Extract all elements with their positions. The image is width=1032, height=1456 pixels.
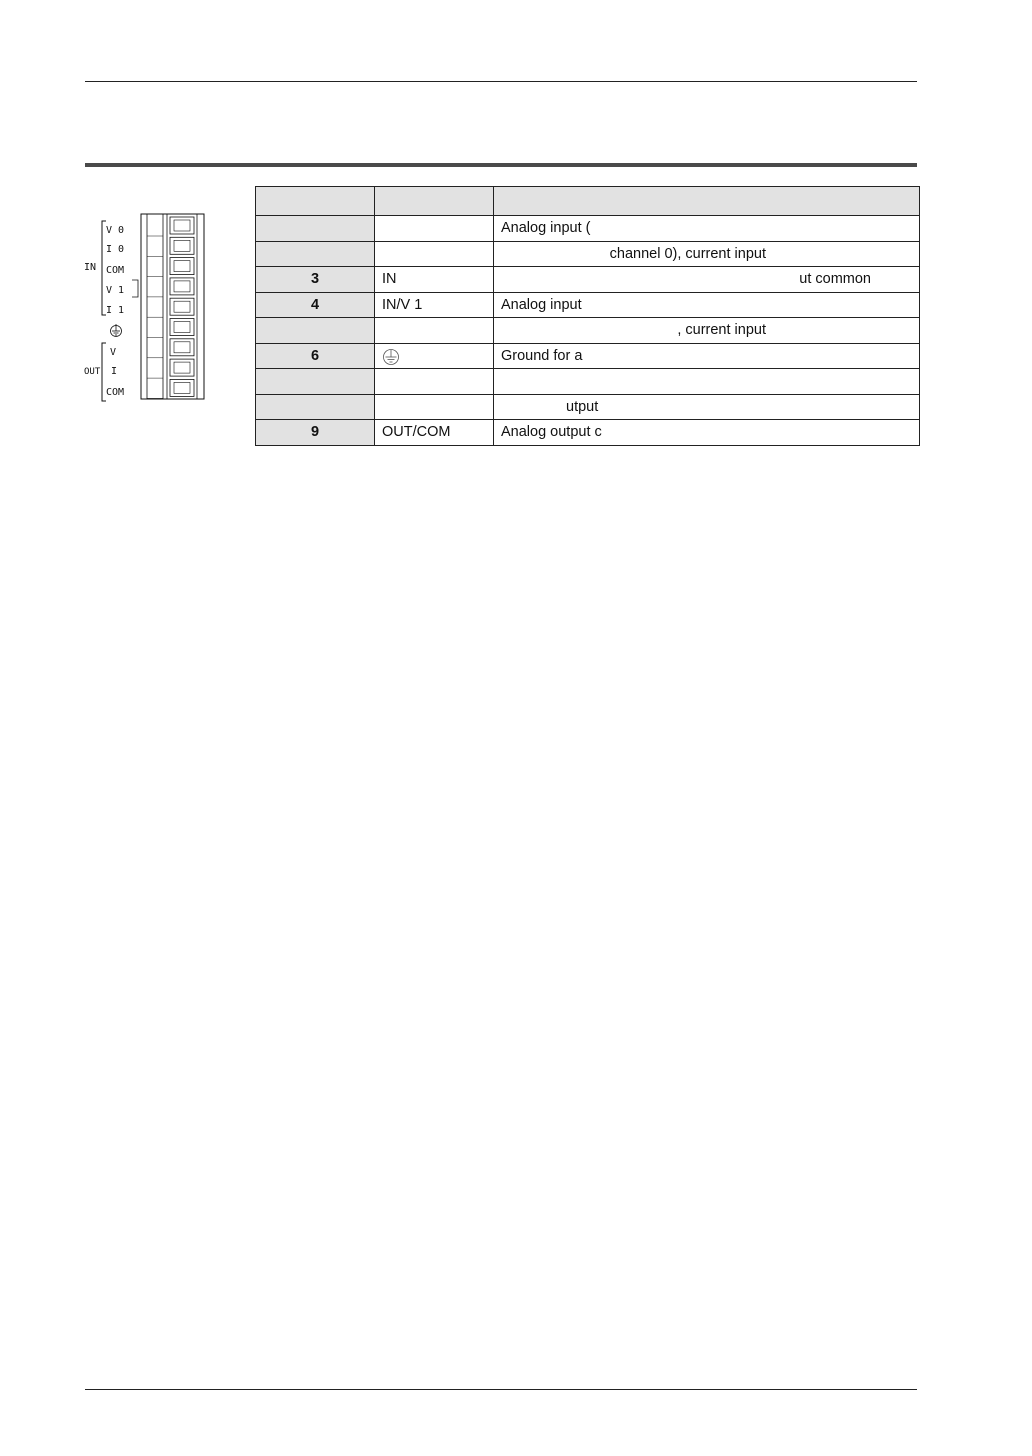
pin-name-cell <box>375 369 494 395</box>
pin-number-cell: 3 <box>256 267 375 293</box>
pin-description-cell: Analog input <box>494 292 920 318</box>
connector-slot-inner <box>174 362 190 373</box>
terminal-label: V <box>110 347 117 358</box>
header-pin-no <box>256 187 375 216</box>
connector-slot-inner <box>174 342 190 353</box>
pin-number-cell <box>256 394 375 420</box>
pin-name-cell <box>375 343 494 369</box>
header-description <box>494 187 920 216</box>
pin-description-cell: Ground for a <box>494 343 920 369</box>
connector-slot-inner <box>174 240 190 251</box>
header-rule <box>85 81 917 82</box>
connector-slot <box>170 319 194 336</box>
pin-name-cell <box>375 318 494 344</box>
connector-slot-inner <box>174 261 190 272</box>
group-out-label: OUT <box>84 367 101 377</box>
pin-assignment-table <box>255 186 920 446</box>
pin-description-cell: utput <box>494 394 920 420</box>
terminal-label: V 1 <box>106 285 125 296</box>
connector-slot <box>170 298 194 315</box>
pin-number-cell <box>256 318 375 344</box>
terminal-label: I 0 <box>106 244 125 255</box>
pin-number-cell <box>256 216 375 242</box>
pin-description-cell: channel 0), current input <box>494 241 920 267</box>
table-row <box>256 241 920 267</box>
ground-icon <box>382 347 400 365</box>
connector-slot <box>170 258 194 275</box>
table-row <box>256 216 920 242</box>
footer-rule <box>85 1389 917 1390</box>
table-row <box>256 267 920 293</box>
connector-slots <box>147 217 194 398</box>
group-in-label: IN <box>84 262 97 273</box>
terminal-label: I 1 <box>106 305 125 316</box>
connector-slot-inner <box>174 322 190 333</box>
terminal-label: COM <box>106 265 125 276</box>
pin-name-cell: IN/V 1 <box>375 292 494 318</box>
table-row <box>256 369 920 395</box>
connector-slot <box>170 217 194 234</box>
pin-name-cell: OUT/COM <box>375 420 494 446</box>
table-header-row <box>256 187 920 216</box>
pin-description-cell: Analog output c <box>494 420 920 446</box>
table-row <box>256 420 920 446</box>
connector-slot <box>170 237 194 254</box>
pin-name-cell <box>375 394 494 420</box>
table-row <box>256 394 920 420</box>
connector-body <box>141 214 204 399</box>
connector-slot <box>170 379 194 396</box>
table-row <box>256 318 920 344</box>
connector-slot <box>170 359 194 376</box>
pin-description-cell: ut common <box>494 267 920 293</box>
pin-number-cell <box>256 241 375 267</box>
pin-name-cell <box>375 216 494 242</box>
terminal-block-svg <box>84 213 206 403</box>
connector-slot-inner <box>174 301 190 312</box>
pin-description-cell: Analog input ( <box>494 216 920 242</box>
terminal-block-diagram <box>84 213 206 403</box>
table-row <box>256 343 920 369</box>
pin-number-cell: 4 <box>256 292 375 318</box>
pin-description-cell: , current input <box>494 318 920 344</box>
terminal-label: COM <box>106 387 125 398</box>
pin-number-cell: 6 <box>256 343 375 369</box>
jumper-link <box>132 280 138 297</box>
pin-number-cell: 9 <box>256 420 375 446</box>
section-rule <box>85 163 917 167</box>
terminal-label: I <box>111 366 118 377</box>
terminal-label: V 0 <box>106 225 125 236</box>
connector-slot-inner <box>174 281 190 292</box>
connector-slot-inner <box>174 220 190 231</box>
pin-number-cell <box>256 369 375 395</box>
table-row <box>256 292 920 318</box>
header-pin-name <box>375 187 494 216</box>
pin-name-cell: IN <box>375 267 494 293</box>
pin-name-cell <box>375 241 494 267</box>
pin-description-cell <box>494 369 920 395</box>
ground-icon <box>111 324 122 337</box>
connector-slot <box>170 278 194 295</box>
connector-slot-inner <box>174 382 190 393</box>
connector-slot <box>170 339 194 356</box>
